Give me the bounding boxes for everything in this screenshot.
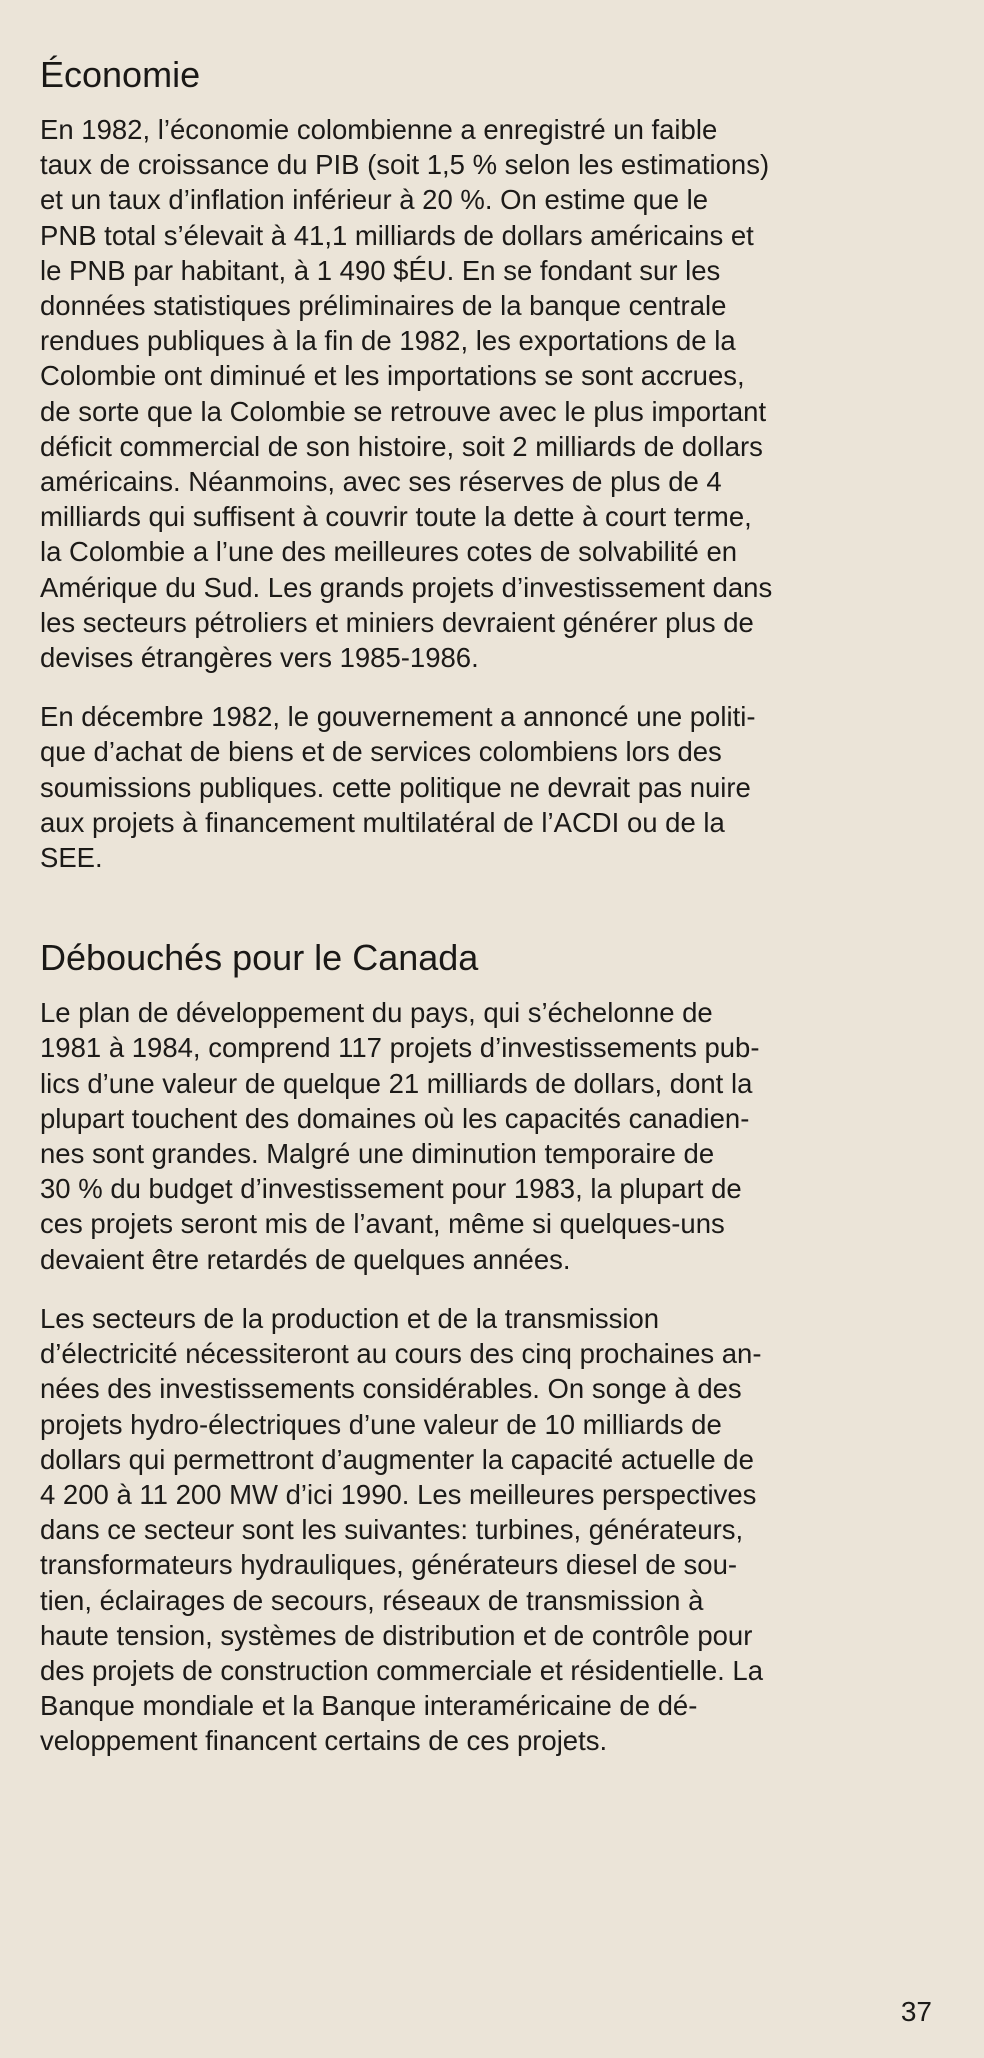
page-content bbox=[40, 52, 960, 1783]
paragraph-economie-2: En décembre 1982, le gouvernement a annoncé une politi- que d’achat de biens et de services colombiens lors des soumissions publiques. cette politique ne devrait pas nuire aux projets à financement multilatéral de l’ACDI ou de la SEE. bbox=[40, 701, 756, 874]
page-number: 37 bbox=[900, 1996, 932, 2027]
paragraph-debouches-1: Le plan de développement du pays, qui s’échelonne de 1981 à 1984, comprend 117 projets d’investissements pub- lics d’une valeur de quelque 21 milliards de dollars, dont la plupart touchent des domaines où les capacités canadien- nes sont grandes. Malgré une diminution temporaire de 30 % du budget d’investissement pour 1983, la plupart de ces projets seront mis de l’avant, même si quelques-uns devaient être retardés de quelques années. bbox=[40, 997, 760, 1275]
paragraph-economie-1: En 1982, l’économie colombienne a enregistré un faible taux de croissance du PIB (soit 1,5 % selon les estimations) et un taux d’inflation inférieur à 20 %. On estime que le PNB total s’élevait à 41,1 milliards de dollars américains et le PNB par habitant, à 1 490 $ÉU. En se fondant sur les données statistiques préliminaires de la banque centrale rendues publiques à la fin de 1982, les exportations de la Colombie ont diminué et les importations se sont accrues, de sorte que la Colombie se retrouve avec le plus important déficit commercial de son histoire, soit 2 milliards de dollars américains. Néanmoins, avec ses réserves de plus de 4 milliards qui suffisent à couvrir toute la dette à court terme, la Colombie a l’une des meilleures cotes de solvabilité en Amérique du Sud. Les grands projets d’investissement dans les secteurs pétroliers et miniers devraient générer plus de devises étrangères vers 1985-1986. bbox=[40, 114, 773, 674]
section-heading-debouches: Débouchés pour le Canada bbox=[40, 937, 479, 979]
paragraph-debouches-2: Les secteurs de la production et de la transmission d’électricité nécessiteront au cours des cinq prochaines an- nées des investissements considérables. On songe à des projets hydro-électriques d’une valeur de 10 milliards de dollars qui permettront d’augmenter la capacité actuelle de 4 200 à 11 200 MW d’ici 1990. Les meilleures perspectives dans ce secteur sont les suivantes: turbines, générateurs, transformateurs hydrauliques, générateurs diesel de sou- tien, éclairages de secours, réseaux de transmission à haute tension, systèmes de distribution et de contrôle pour des projets de construction commerciale et résidentielle. La Banque mondiale et la Banque interaméricaine de dé- veloppement financent certains de ces projets. bbox=[40, 1302, 764, 1757]
section-heading-economie: Économie bbox=[40, 54, 201, 95]
